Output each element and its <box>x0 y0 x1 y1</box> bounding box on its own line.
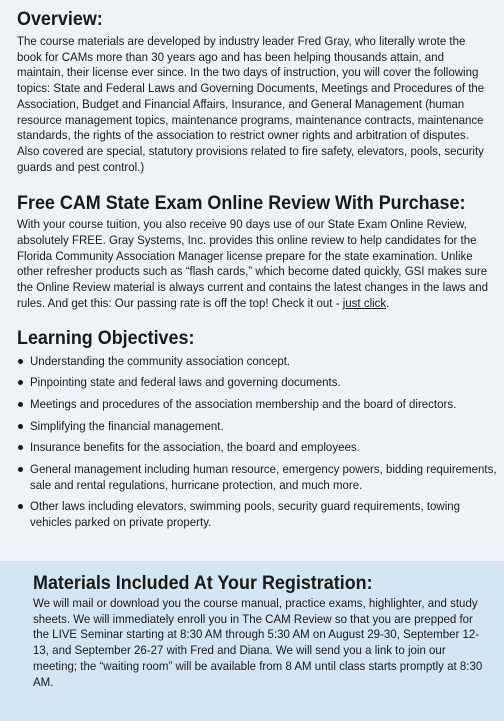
review-body <box>17 217 489 311</box>
list-item <box>17 440 489 456</box>
bullet-icon <box>18 380 23 385</box>
bullet-icon <box>18 467 23 472</box>
list-item <box>17 499 489 530</box>
list-item-text: Other laws including elevators, swimming pools, security guard requirements, towing vehicles parked on private property. <box>30 499 461 530</box>
just-click-link[interactable]: just click <box>342 295 387 310</box>
list-item-text: Pinpointing state and federal laws and governing documents. <box>30 375 341 390</box>
bullet-icon <box>18 445 23 450</box>
overview-body: The course materials are developed by industry leader Fred Gray, who literally wrote the book for CAMs more than 30 years ago and has been helping thousands attain, and maintain, their license ever since. In the two days of instruction, you will cover the following topics: State and Federal Laws and Governing Documents, Meetings and Procedures of the Association, Budget and Financial Affairs, Insurance, and General Management (human resource management topics, maintenance programs, maintenance contracts, maintenance standards, the rights of the association to restrict owner rights and arbitration of disputes. Also covered are special, statutory provisions related to fire safety, elevators, pools, security guards and pest control.) <box>17 34 485 174</box>
list-item <box>17 462 497 493</box>
bullet-icon <box>18 402 23 407</box>
objectives-heading: Learning Objectives: <box>17 326 195 349</box>
materials-heading: Materials Included At Your Registration: <box>33 572 373 594</box>
list-item-text: General management including human resource, emergency powers, bidding requirements, sale and rental regulations, hurricane protection, and much more. <box>30 462 497 492</box>
list-item <box>17 375 489 391</box>
list-item-text: Insurance benefits for the association, the board and employees. <box>30 440 360 455</box>
review-heading: Free CAM State Exam Online Review With Purchase: <box>17 192 466 215</box>
review-body-end: . <box>386 295 390 310</box>
overview-heading: Overview: <box>17 8 103 30</box>
objectives-list <box>17 353 497 531</box>
list-item <box>17 354 489 370</box>
list-item-text: Meetings and procedures of the association membership and the board of directors. <box>30 396 457 411</box>
materials-body: We will mail or download you the course manual, practice exams, highlighter, and study sheets. We will immediately enroll you in The CAM Review so that you are prepped for the LIVE Seminar starting at 8:30 AM through 5:30 AM on August 29-30, September 12-13, and September 26-27 with Fred and Diana. We will send you a link to join our meeting; the “waiting room” will be available from 8 AM until class starts promptly at 8:30 AM. <box>33 596 483 689</box>
list-item <box>17 397 489 413</box>
objectives-section <box>17 326 497 531</box>
overview-section <box>17 7 489 175</box>
materials-panel <box>0 561 504 721</box>
review-body-text: With your course tuition, you also receive 90 days use of our State Exam Online Review, absolutely FREE. Gray Systems, Inc. provides this online review to help candidates for the Florida Community Association Manager license prepare for the state examination. Unlike other refresher products such as “flash cards,” which become dated quickly, GSI makes sure the Online Review material is always current and contains the latest changes in the laws and rules. And get this: Our passing rate is off the top! Check it out - <box>17 217 489 310</box>
list-item <box>17 419 489 435</box>
list-item-text: Understanding the community association concept. <box>30 353 291 368</box>
list-item-text: Simplifying the financial management. <box>30 418 224 433</box>
bullet-icon <box>18 424 23 429</box>
review-section <box>17 191 489 311</box>
bullet-icon <box>18 359 23 364</box>
bullet-icon <box>18 504 23 509</box>
